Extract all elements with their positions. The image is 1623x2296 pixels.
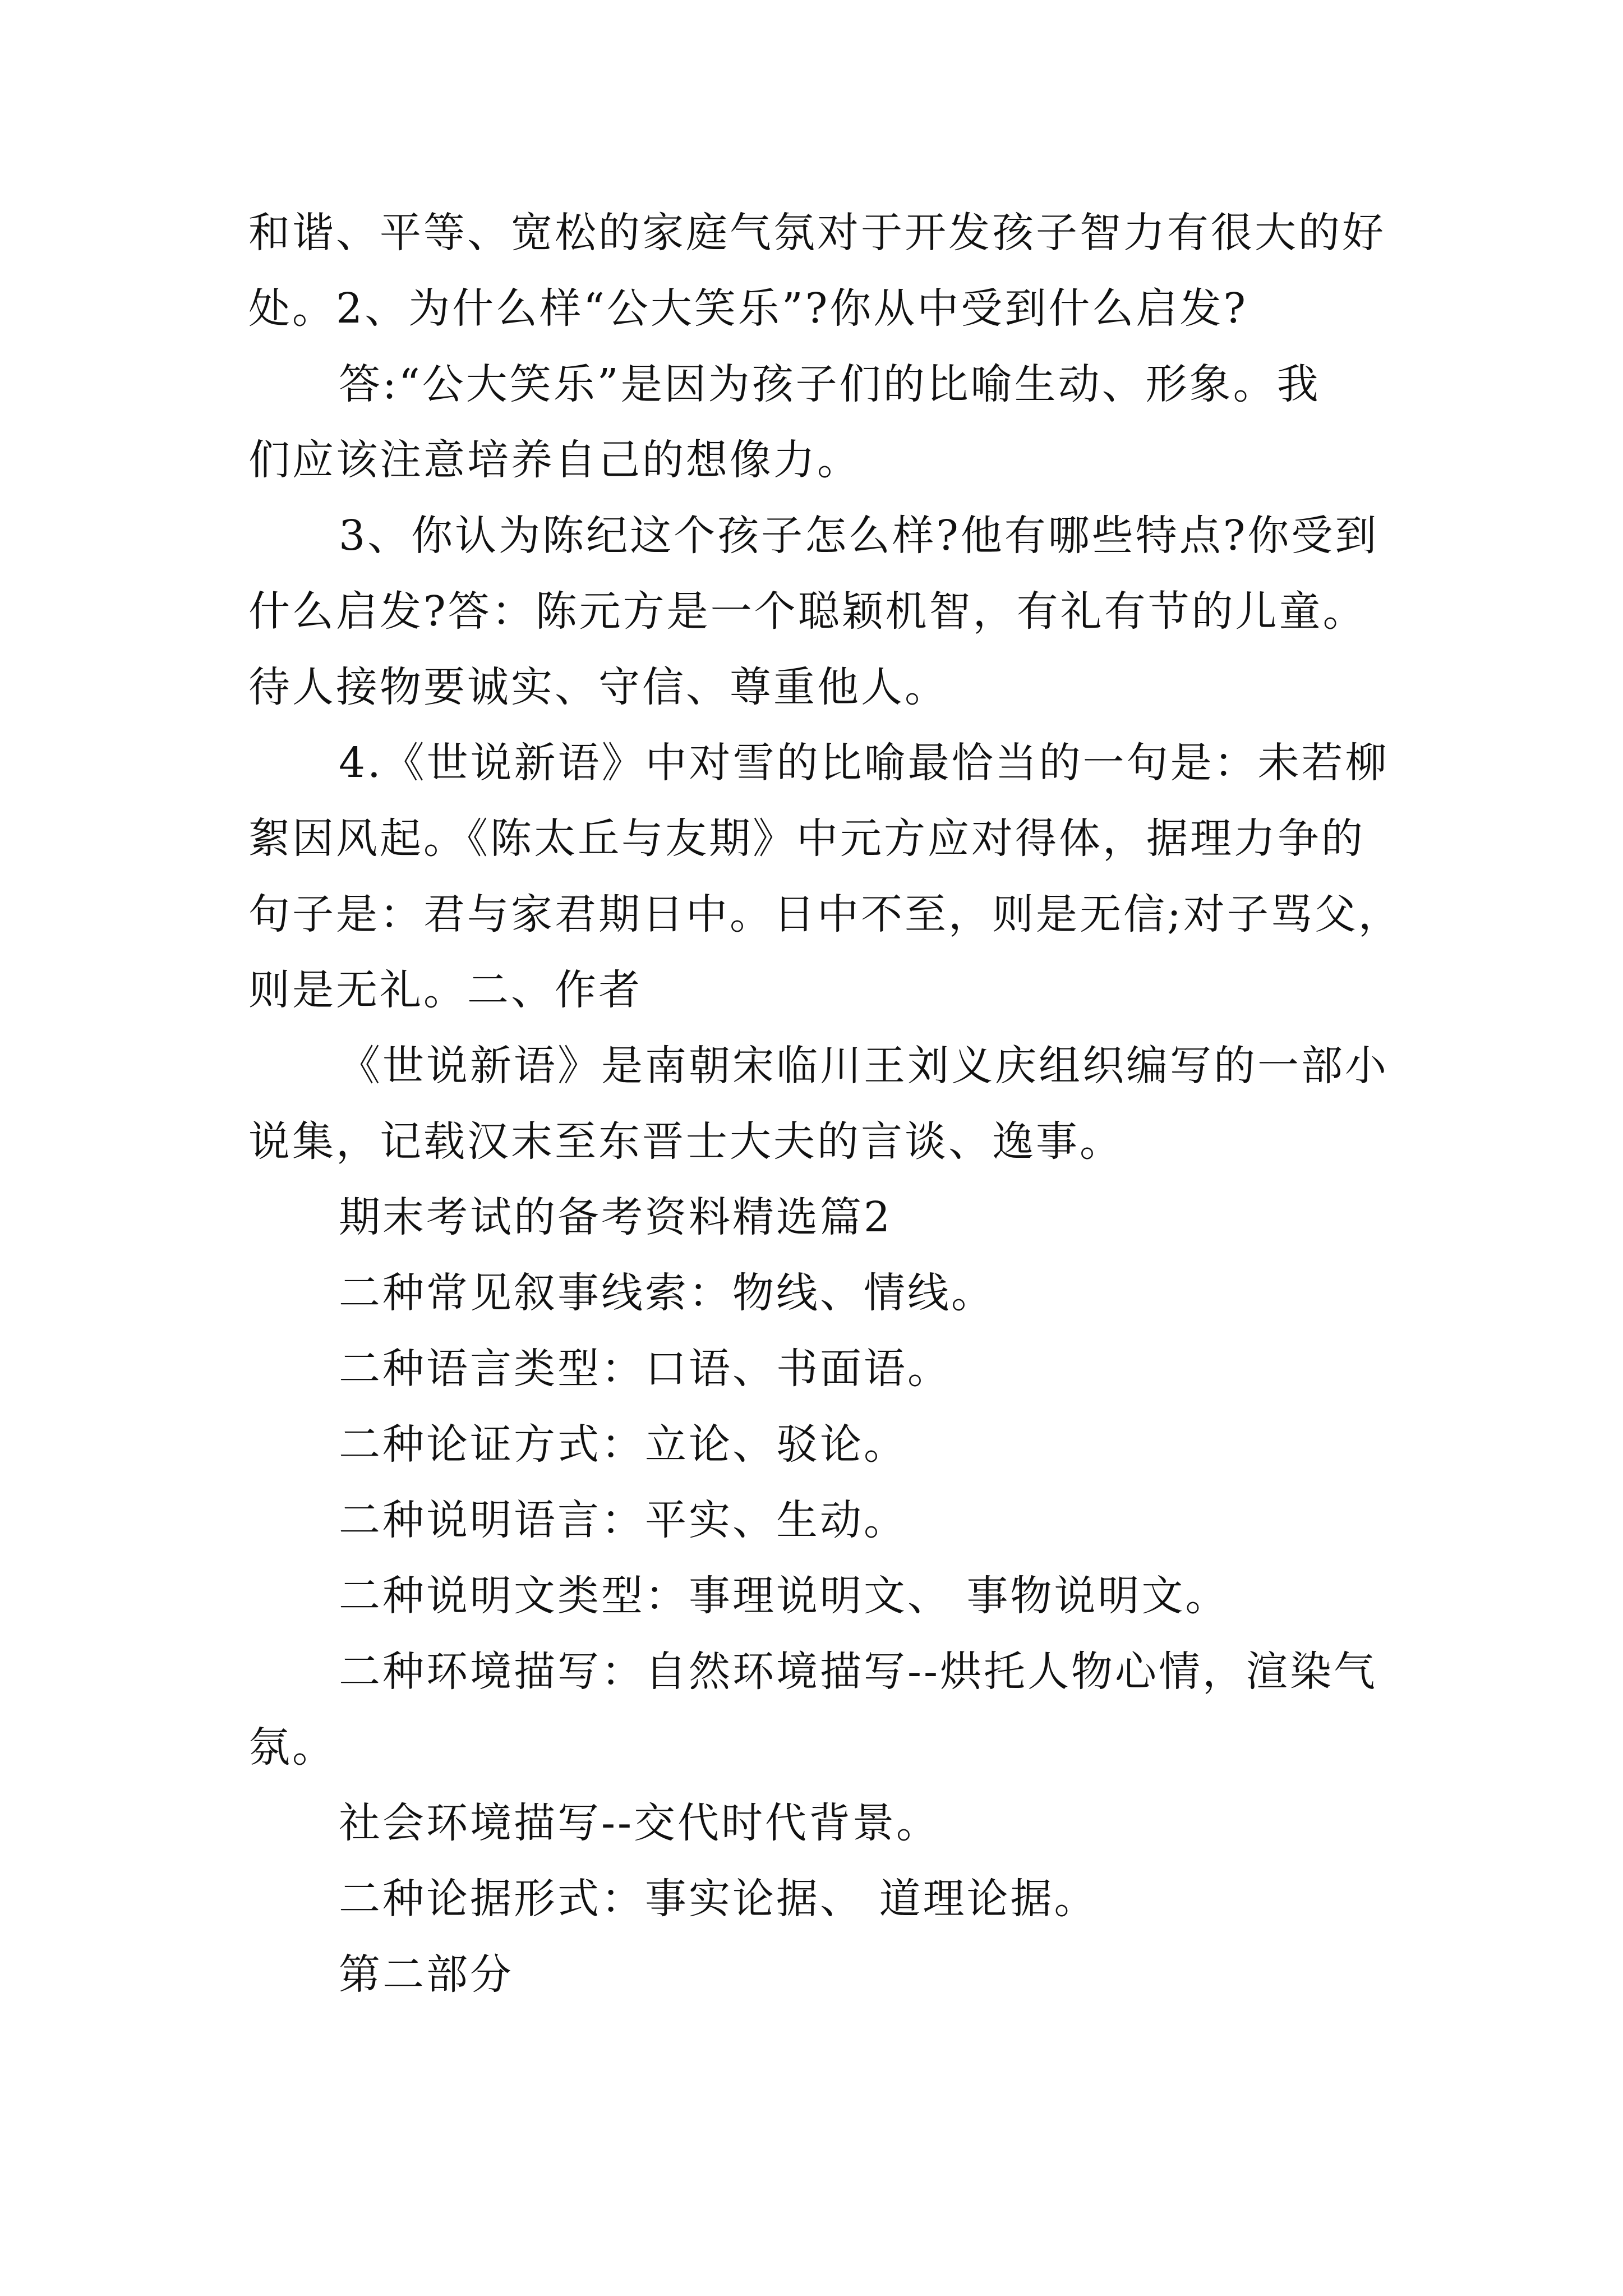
text-line: 期末考试的备考资料精选篇2 (339, 1193, 893, 1241)
text-line: 们应该注意培养自己的想像力。 (248, 436, 861, 484)
text-line: 二种常见叙事线索：物线、情线。 (339, 1269, 995, 1317)
text-line: 和谐、平等、宽松的家庭气氛对于开发孩子智力有很大的好 (248, 209, 1386, 257)
text-line: 二种论证方式：立论、驳论。 (339, 1420, 907, 1469)
text-line: 答:“公大笑乐”是因为孩子们的比喻生动、形象。我 (339, 360, 1321, 408)
text-line: 二种论据形式：事实论据、 道理论据。 (339, 1875, 1098, 1923)
text-line: 二种说明文类型：事理说明文、 事物说明文。 (339, 1572, 1229, 1620)
text-line: 什么启发?答：陈元方是一个聪颖机智，有礼有节的儿童。 (248, 587, 1367, 636)
text-line: 二种环境描写：自然环境描写--烘托人物心情，渲染气 (339, 1648, 1378, 1696)
text-line: 社会环境描写--交代时代背景。 (339, 1799, 940, 1847)
text-line: 说集，记载汉末至东晋士大夫的言谈、逸事。 (248, 1117, 1123, 1166)
text-line: 待人接物要诚实、守信、尊重他人。 (248, 663, 948, 711)
text-line: 4.《世说新语》中对雪的比喻最恰当的一句是：未若柳 (339, 739, 1389, 787)
text-line: 二种语言类型：口语、书面语。 (339, 1345, 951, 1393)
text-line: 则是无礼。二、作者 (248, 966, 642, 1014)
section-heading: 第二部分 (339, 1950, 514, 1999)
text-line: 句子是：君与家君期日中。日中不至，则是无信;对子骂父， (248, 890, 1402, 938)
text-line: 氛。 (248, 1723, 336, 1772)
text-line: 《世说新语》是南朝宋临川王刘义庆组织编写的一部小 (339, 1042, 1389, 1090)
text-line: 3、你认为陈纪这个孩子怎么样?他有哪些特点?你受到 (339, 512, 1379, 560)
text-line: 絮因风起。《陈太丘与友期》中元方应对得体，据理力争的 (248, 815, 1365, 863)
text-line: 处。2、为什么样“公大笑乐”?你从中受到什么启发? (248, 284, 1248, 333)
text-line: 二种说明语言：平实、生动。 (339, 1496, 907, 1544)
